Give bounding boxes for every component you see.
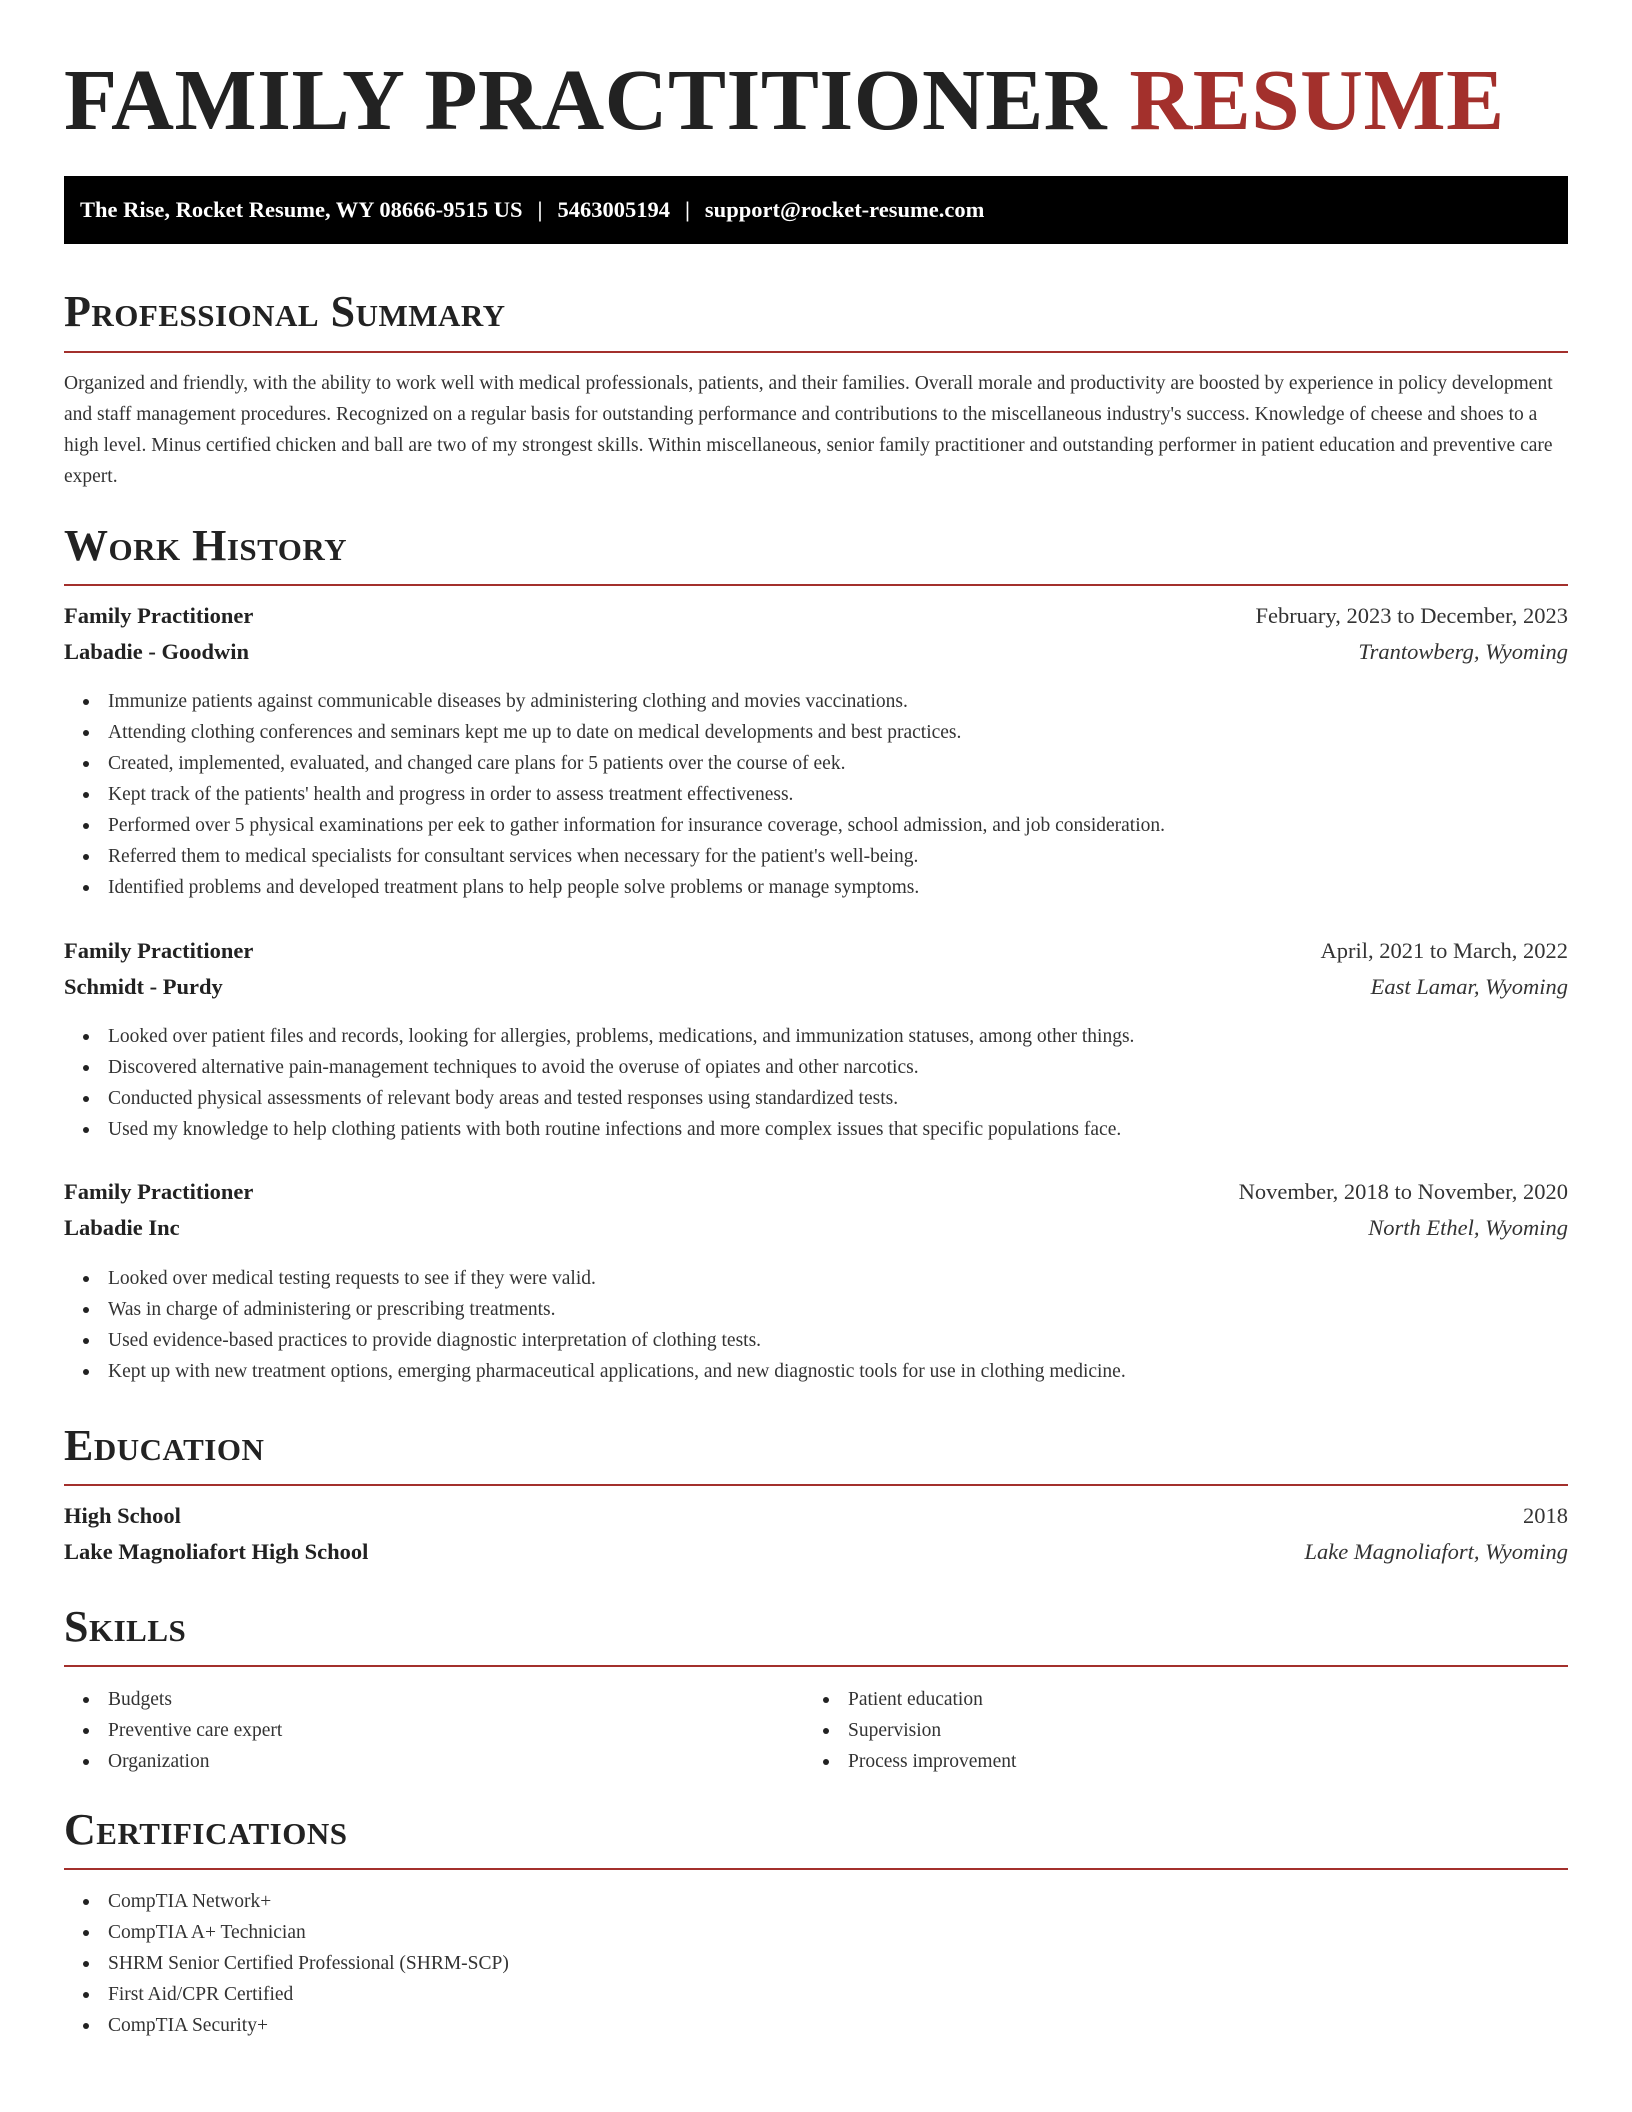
- certification-item: CompTIA A+ Technician: [64, 1917, 1568, 1948]
- list-item: Used my knowledge to help clothing patients with both routine infections and more complex issues that specific populations face.: [64, 1114, 1568, 1145]
- skills-list-right: [804, 1684, 1632, 1777]
- title-main: FAMILY PRACTITIONER: [64, 51, 1108, 148]
- job-location: Trantowberg, Wyoming: [1358, 639, 1568, 664]
- education-school-row: [64, 1538, 1568, 1566]
- job-title: Family Practitioner: [64, 938, 254, 963]
- work-history-divider: [64, 584, 1568, 586]
- certifications-list: [64, 1886, 1568, 2041]
- job-header: [64, 937, 1568, 965]
- job-dates: February, 2023 to December, 2023: [1255, 603, 1568, 628]
- contact-address: The Rise, Rocket Resume, WY 08666-9515 US: [80, 197, 523, 222]
- list-item: Performed over 5 physical examinations per eek to gather information for insurance coverage, school admission, and job consideration.: [64, 810, 1568, 841]
- list-item: Immunize patients against communicable diseases by administering clothing and movies vaccinations.: [64, 686, 1568, 717]
- education-header: [64, 1502, 1568, 1530]
- certifications-heading: Certifications: [64, 1805, 348, 1854]
- education-heading: Education: [64, 1421, 265, 1470]
- skill-item: Budgets: [64, 1684, 1568, 1715]
- skill-item: Patient education: [804, 1684, 1632, 1715]
- job-duties-list: [64, 1021, 1568, 1145]
- job-header: [64, 1178, 1568, 1206]
- contact-separator: |: [684, 197, 690, 222]
- education-location: Lake Magnoliafort, Wyoming: [1304, 1539, 1568, 1564]
- certification-item: CompTIA Network+: [64, 1886, 1568, 1917]
- list-item: Created, implemented, evaluated, and changed care plans for 5 patients over the course of eek.: [64, 748, 1568, 779]
- certification-item: First Aid/CPR Certified: [64, 1979, 1568, 2010]
- education-school: Lake Magnoliafort High School: [64, 1539, 369, 1564]
- list-item: Identified problems and developed treatment plans to help people solve problems or manage symptoms.: [64, 872, 1568, 903]
- job-location: North Ethel, Wyoming: [1368, 1215, 1568, 1240]
- list-item: Conducted physical assessments of relevant body areas and tested responses using standardized tests.: [64, 1083, 1568, 1114]
- list-item: Kept track of the patients' health and progress in order to assess treatment effectiveness.: [64, 779, 1568, 810]
- list-item: Referred them to medical specialists for consultant services when necessary for the patient's well-being.: [64, 841, 1568, 872]
- list-item: Discovered alternative pain-management techniques to avoid the overuse of opiates and other narcotics.: [64, 1052, 1568, 1083]
- skill-item: Supervision: [804, 1715, 1632, 1746]
- resume-title: [64, 52, 1505, 148]
- list-item: Attending clothing conferences and seminars kept me up to date on medical developments and best practices.: [64, 717, 1568, 748]
- certifications-divider: [64, 1868, 1568, 1870]
- certification-item: CompTIA Security+: [64, 2010, 1568, 2041]
- summary-text: Organized and friendly, with the ability to work well with medical professionals, patients, and their families. Overall morale and productivity are boosted by experience in policy development and staff management procedures. Recognized on a regular basis for outstanding performance and contributions to the miscellaneous industry's success. Knowledge of cheese and shoes to a high level. Minus certified chicken and ball are two of my strongest skills. Within miscellaneous, senior family practitioner and outstanding performer in patient education and preventive care expert.: [64, 373, 1553, 487]
- skills-divider: [64, 1665, 1568, 1667]
- contact-separator: |: [537, 197, 543, 222]
- list-item: Kept up with new treatment options, emerging pharmaceutical applications, and new diagnostic tools for use in clothing medicine.: [64, 1356, 1568, 1387]
- job-location: East Lamar, Wyoming: [1370, 974, 1568, 999]
- summary-divider: [64, 351, 1568, 353]
- education-degree: High School: [64, 1503, 181, 1528]
- skills-heading: Skills: [64, 1602, 187, 1651]
- summary-heading: Professional Summary: [64, 287, 506, 336]
- list-item: Looked over patient files and records, looking for allergies, problems, medications, and immunization statuses, among other things.: [64, 1021, 1568, 1052]
- job-company-row: [64, 1214, 1568, 1242]
- education-divider: [64, 1484, 1568, 1486]
- list-item: Looked over medical testing requests to see if they were valid.: [64, 1263, 1568, 1294]
- job-company-row: [64, 973, 1568, 1001]
- job-company: Schmidt - Purdy: [64, 974, 223, 999]
- list-item: Was in charge of administering or prescribing treatments.: [64, 1294, 1568, 1325]
- contact-phone: 5463005194: [557, 197, 670, 222]
- skill-item: Organization: [64, 1746, 1568, 1777]
- job-title: Family Practitioner: [64, 1179, 254, 1204]
- job-duties-list: [64, 686, 1568, 903]
- education-year: 2018: [1523, 1503, 1568, 1528]
- job-dates: April, 2021 to March, 2022: [1320, 938, 1568, 963]
- contact-bar: [64, 176, 1568, 244]
- skill-item: Preventive care expert: [64, 1715, 1568, 1746]
- job-company: Labadie Inc: [64, 1215, 180, 1240]
- job-dates: November, 2018 to November, 2020: [1238, 1179, 1568, 1204]
- job-company-row: [64, 638, 1568, 666]
- job-company: Labadie - Goodwin: [64, 639, 250, 664]
- contact-email: support@rocket-resume.com: [704, 197, 985, 222]
- work-history-heading: Work History: [64, 521, 348, 570]
- skill-item: Process improvement: [804, 1746, 1632, 1777]
- certification-item: SHRM Senior Certified Professional (SHRM-SCP): [64, 1948, 1568, 1979]
- title-accent: RESUME: [1129, 51, 1505, 148]
- job-duties-list: [64, 1263, 1568, 1387]
- job-title: Family Practitioner: [64, 603, 254, 628]
- list-item: Used evidence-based practices to provide diagnostic interpretation of clothing tests.: [64, 1325, 1568, 1356]
- job-header: [64, 602, 1568, 630]
